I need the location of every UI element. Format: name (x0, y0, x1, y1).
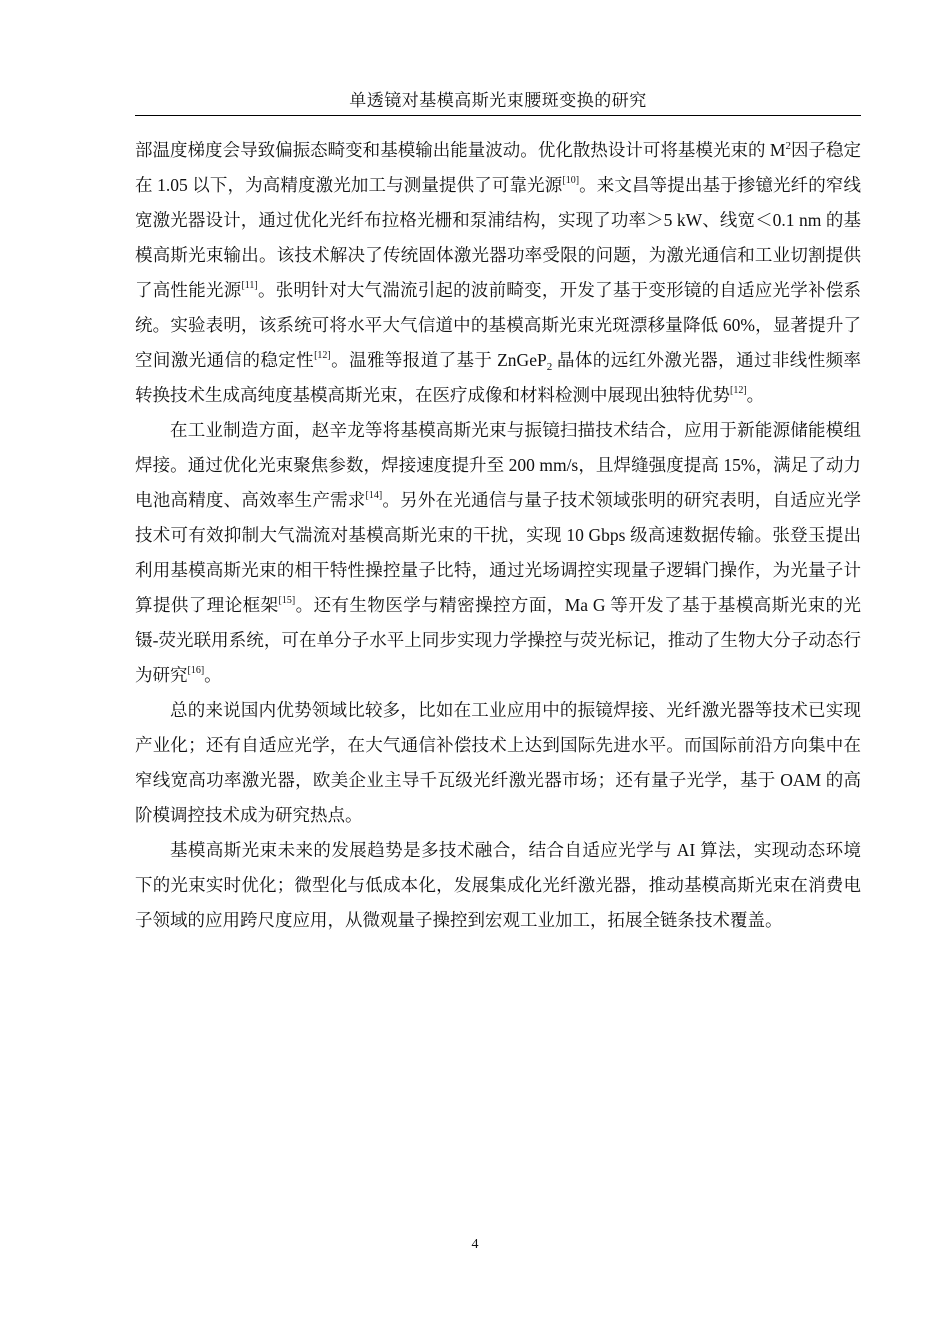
formula-subscript: 2 (546, 361, 553, 373)
page-number: 4 (471, 1237, 479, 1252)
paragraph-4: 基模高斯光束未来的发展趋势是多技术融合，结合自适应光学与 AI 算法，实现动态环境下的光束实时优化；微型化与低成本化，发展集成化光纤激光器，推动基模高斯光束在消费电子领域的应用跨尺度应用，从微观量子操控到宏观工业加工，拓展全链条技术覆盖。 (135, 840, 861, 930)
page-header-title: 单透镜对基模高斯光束腰斑变换的研究 (349, 91, 647, 110)
citation-ref: [12] (314, 350, 331, 361)
paragraph-2-text: 在工业制造方面，赵辛龙等将基模高斯光束与振镜扫描技术结合，应用于新能源储能模组焊接。通过优化光束聚焦参数，焊接速度提升至 200 mm/s，且焊缝强度提高 15%，满足了动力电池高精度、高效率生产需求 (135, 420, 861, 510)
citation-ref: [11] (241, 280, 258, 291)
paragraph-2-text: 。还有生物医学与精密操控方面，Ma G 等开发了基于基模高斯光束的光镊-荧光联用系统，可在单分子水平上同步实现力学操控与荧光标记，推动了生物大分子动态行为研究 (135, 595, 862, 685)
paragraph-2-text: 。 (204, 665, 222, 685)
paragraph-1-text: 晶体的远红外激光器，通过非线性频率转换技术生成高纯度基模高斯光束，在医疗成像和材料检测中展现出独特优势 (135, 350, 862, 405)
paragraph-2-text: 。另外在光通信与量子技术领域张明的研究表明，自适应光学技术可有效抑制大气湍流对基模高斯光束的干扰，实现 10 Gbps 级高速数据传输。张登玉提出利用基模高斯光束的相干特性操控量子比特，通过光场调控实现量子逻辑门操作，为光量子计算提供了理论框架 (135, 490, 861, 615)
main-body (135, 133, 861, 938)
paragraph-1-text: 。 (746, 385, 765, 405)
paragraph-1-text: 部温度梯度会导致偏振态畸变和基模输出能量波动。优化散热设计可将基模光束的 M (135, 140, 786, 160)
m-squared-exponent: 2 (785, 140, 791, 152)
citation-ref: [12] (730, 385, 747, 396)
citation-ref: [16] (187, 665, 205, 676)
header-divider (135, 115, 861, 116)
paragraph-2 (135, 413, 861, 693)
citation-ref: [14] (365, 490, 383, 501)
paragraph-1-text: 。来文昌等提出基于掺镱光纤的窄线宽激光器设计，通过优化光纤布拉格光栅和泵浦结构，实现了功率＞5 kW、线宽＜0.1 nm 的基模高斯光束输出。该技术解决了传统固体激光器功率受限的问题，为激光通信和工业切割提供了高性能光源 (135, 175, 862, 300)
paragraph-1 (135, 133, 861, 413)
citation-ref: [15] (278, 595, 296, 606)
paragraph-1-text: 。张明针对大气湍流引起的波前畸变，开发了基于变形镜的自适应光学补偿系统。实验表明，该系统可将水平大气信道中的基模高斯光束光斑漂移量降低 60%，显著提升了空间激光通信的稳定性 (135, 280, 862, 370)
paragraph-3: 总的来说国内优势领域比较多，比如在工业应用中的振镜焊接、光纤激光器等技术已实现产业化；还有自适应光学，在大气通信补偿技术上达到国际先进水平。而国际前沿方向集中在窄线宽高功率激光器，欧美企业主导千瓦级光纤激光器市场；还有量子光学，基于 OAM 的高阶模调控技术成为研究热点。 (135, 700, 861, 825)
paragraph-1-text: 因子稳定在 1.05 以下，为高精度激光加工与测量提供了可靠光源 (135, 140, 862, 195)
paragraph-1-text: 。温雅等报道了基于 ZnGeP (330, 350, 547, 370)
citation-ref: [10] (562, 175, 580, 186)
